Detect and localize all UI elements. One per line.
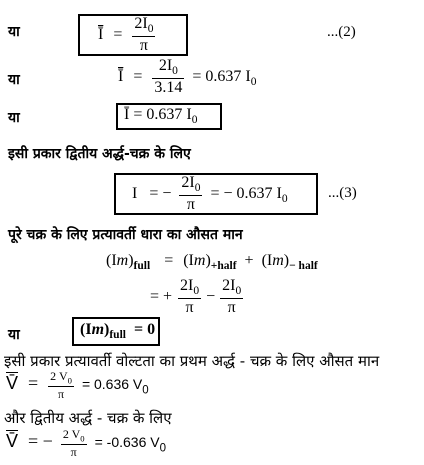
text-voltage-second-half: और द्वितीय अर्द्ध - चक्र के लिए bbox=[4, 409, 172, 427]
fraction bbox=[132, 16, 155, 55]
i-bar: $\overline{Ī}$ bbox=[118, 68, 124, 86]
equation-full-cycle: $(Im)_{full} = (Im)_{+half} + (Im)_{- half}$ bbox=[106, 252, 318, 273]
im-plus-half: $(Im)_{+half}$ bbox=[183, 252, 237, 273]
i-bar: $\overline{Ī}$ bbox=[98, 26, 104, 44]
im-minus-half: $(Im)_{- half}$ bbox=[261, 252, 318, 273]
result: = − 0.637 $I_0$ bbox=[210, 185, 288, 206]
denominator: π bbox=[132, 36, 155, 55]
equals-minus: = − bbox=[149, 185, 172, 203]
fraction-2: $\frac{2I_0}{\pi}$ bbox=[222, 277, 242, 317]
zero-result: $(Im)_{full} = 0$ bbox=[80, 321, 156, 342]
label-ya-3: या bbox=[8, 110, 20, 126]
fraction-1: $\frac{2I_0}{\pi}$ bbox=[180, 277, 200, 317]
fraction bbox=[152, 58, 184, 97]
equals-sign: = bbox=[113, 26, 123, 44]
fraction: $\frac{2 V_0}{\pi}$ bbox=[62, 427, 85, 460]
equation-ref-3: ...(3) bbox=[328, 185, 357, 201]
equation-voltage-first: V̄ = $\frac{2 V_0}{\pi}$ = 0.636 $V_0$ bbox=[6, 369, 149, 402]
numerator-sub: 0 bbox=[172, 65, 178, 78]
numerator-sub: 0 bbox=[147, 23, 154, 36]
result: = 0.637 $I_0$ bbox=[192, 68, 257, 89]
label-ya-1: या bbox=[8, 24, 20, 40]
boxed-result-text: Ī = 0.637 $I_0$ bbox=[124, 106, 198, 127]
fraction: $\frac{2I_0}{\pi}$ bbox=[181, 174, 201, 214]
text-full-cycle: पूरे चक्र के लिए प्रत्यावर्ती धारा का औसत मान bbox=[8, 227, 243, 243]
numerator: 2I bbox=[134, 15, 148, 32]
equals-sign: = bbox=[133, 68, 143, 86]
label-ya-2: या bbox=[8, 72, 20, 88]
text-second-half-cycle: इसी प्रकार द्वितीय अर्द्ध-चक्र के लिए bbox=[8, 146, 191, 162]
numerator: 2I bbox=[158, 57, 173, 74]
fraction: $\frac{2 V_0}{\pi}$ bbox=[50, 369, 72, 402]
equation-value bbox=[118, 58, 256, 97]
label-ya-4: या bbox=[8, 327, 20, 343]
equation-ref-2: ...(2) bbox=[327, 24, 356, 40]
denominator: 3.14 bbox=[154, 79, 183, 97]
equation-sum: = + $\frac{2I_0}{\pi}$ − $\frac{2I_0}{\pi}$ bbox=[150, 277, 242, 317]
equation-2 bbox=[98, 16, 155, 55]
equation-3 bbox=[132, 175, 288, 214]
i-symbol: I bbox=[132, 185, 138, 203]
text-voltage-first-half: इसी प्रकार प्रत्यावर्ती वोल्टता का प्रथम अर्द्ध - चक्र के लिए औसत मान bbox=[4, 352, 380, 370]
im-full: $(Im)_{full}$ bbox=[106, 252, 151, 273]
equation-voltage-second: V̄ = − $\frac{2 V_0}{\pi}$ = -0.636 $V_0$ bbox=[6, 427, 166, 460]
